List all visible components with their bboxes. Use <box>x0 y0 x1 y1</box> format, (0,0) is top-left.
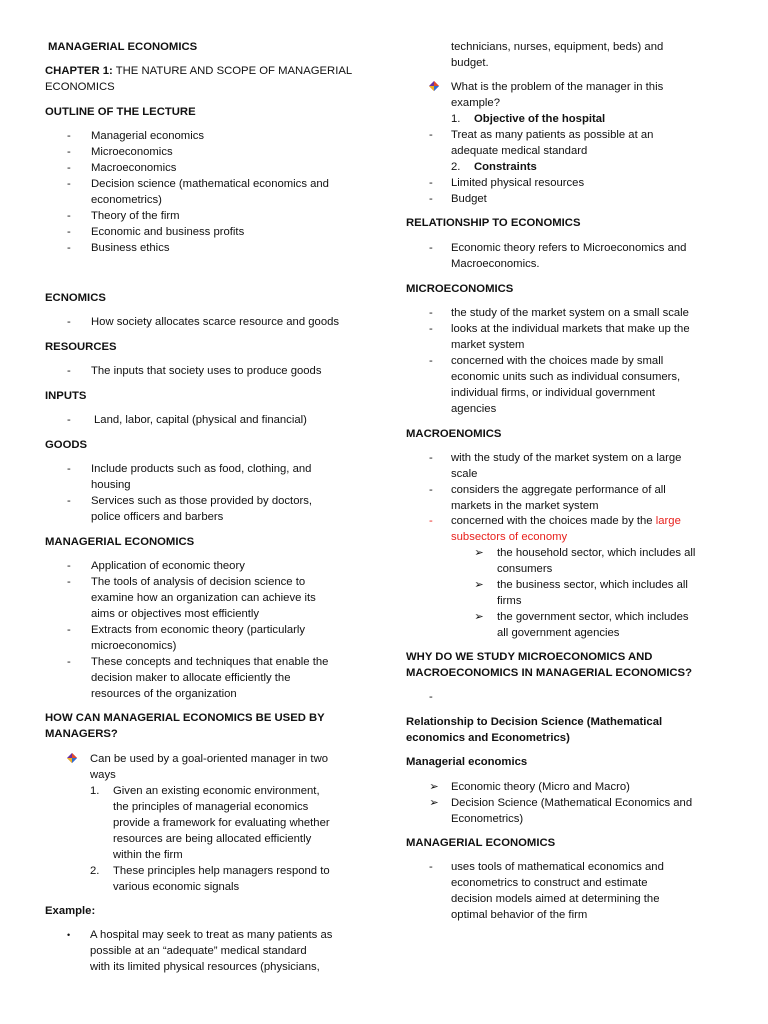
dash-bullet-icon: - <box>67 162 71 174</box>
chapter-title-line1: THE NATURE AND SCOPE OF MANAGERIAL <box>115 65 353 77</box>
dash-bullet-icon: - <box>67 365 71 377</box>
diamond-bullet-icon <box>67 753 77 763</box>
dash-bullet-icon: - <box>429 484 433 496</box>
dash-bullet-icon: - <box>429 515 433 527</box>
dash-bullet-icon: - <box>429 452 433 464</box>
dash-bullet-icon: - <box>67 242 71 254</box>
chapter-title <box>45 63 375 95</box>
dash-bullet-icon: - <box>67 560 71 572</box>
why-heading: WHY DO WE STUDY MICROECONOMICS AND MACROECONOMICS IN MANAGERIAL ECONOMICS? <box>406 651 692 679</box>
chapter-title-line2: ECONOMICS <box>45 81 115 93</box>
dash-bullet-icon: - <box>429 307 433 319</box>
dash-bullet-icon: - <box>429 177 433 189</box>
dash-bullet-icon: - <box>67 414 71 426</box>
dash-bullet-icon: - <box>429 129 433 141</box>
diamond-bullet-icon <box>429 81 439 91</box>
managerial-heading: MANAGERIAL ECONOMICS <box>45 536 195 548</box>
dash-bullet-icon: - <box>67 130 71 142</box>
resources-heading: RESOURCES <box>45 341 117 353</box>
economics-heading: ECNOMICS <box>45 292 106 304</box>
example-continued: technicians, nurses, equipment, beds) and budget. <box>451 41 664 69</box>
dash-bullet-icon: - <box>429 193 433 205</box>
dash-bullet-icon: - <box>67 576 71 588</box>
chapter-label: CHAPTER 1: <box>45 65 113 77</box>
arrow-bullet-icon: ➢ <box>429 781 439 793</box>
relationship-heading: RELATIONSHIP TO ECONOMICS <box>406 217 581 229</box>
how-heading: HOW CAN MANAGERIAL ECONOMICS BE USED BY MANAGERS? <box>45 712 325 740</box>
bullet-icon: • <box>67 930 71 940</box>
managerial-economics-subheading: Managerial economics <box>406 756 528 768</box>
dash-bullet-icon: - <box>429 861 433 873</box>
dash-bullet-icon: - <box>67 495 71 507</box>
document-title: MANAGERIAL ECONOMICS <box>48 41 198 53</box>
arrow-bullet-icon: ➢ <box>474 579 484 591</box>
decision-science-heading: Relationship to Decision Science (Mathematical economics and Econometrics) <box>406 716 663 744</box>
arrow-bullet-icon: ➢ <box>474 611 484 623</box>
dash-bullet-icon: - <box>67 178 71 190</box>
dash-bullet-icon: - <box>67 463 71 475</box>
macro-heading: MACROENOMICS <box>406 428 502 440</box>
arrow-bullet-icon: ➢ <box>429 797 439 809</box>
dash-bullet-icon: - <box>67 624 71 636</box>
micro-heading: MICROECONOMICS <box>406 283 514 295</box>
dash-bullet-icon: - <box>67 146 71 158</box>
dash-bullet-icon: - <box>67 316 71 328</box>
example-heading: Example: <box>45 905 96 917</box>
managerial-economics-heading-2: MANAGERIAL ECONOMICS <box>406 837 556 849</box>
arrow-bullet-icon: ➢ <box>474 547 484 559</box>
dash-bullet-icon: - <box>67 210 71 222</box>
dash-bullet-icon: - <box>429 242 433 254</box>
outline-heading: OUTLINE OF THE LECTURE <box>45 106 196 118</box>
dash-bullet-icon: - <box>429 323 433 335</box>
inputs-heading: INPUTS <box>45 390 87 402</box>
dash-bullet-icon: - <box>67 226 71 238</box>
goods-heading: GOODS <box>45 439 88 451</box>
dash-bullet-icon: - <box>429 355 433 367</box>
why-dash: - <box>429 691 433 703</box>
dash-bullet-icon: - <box>67 656 71 668</box>
